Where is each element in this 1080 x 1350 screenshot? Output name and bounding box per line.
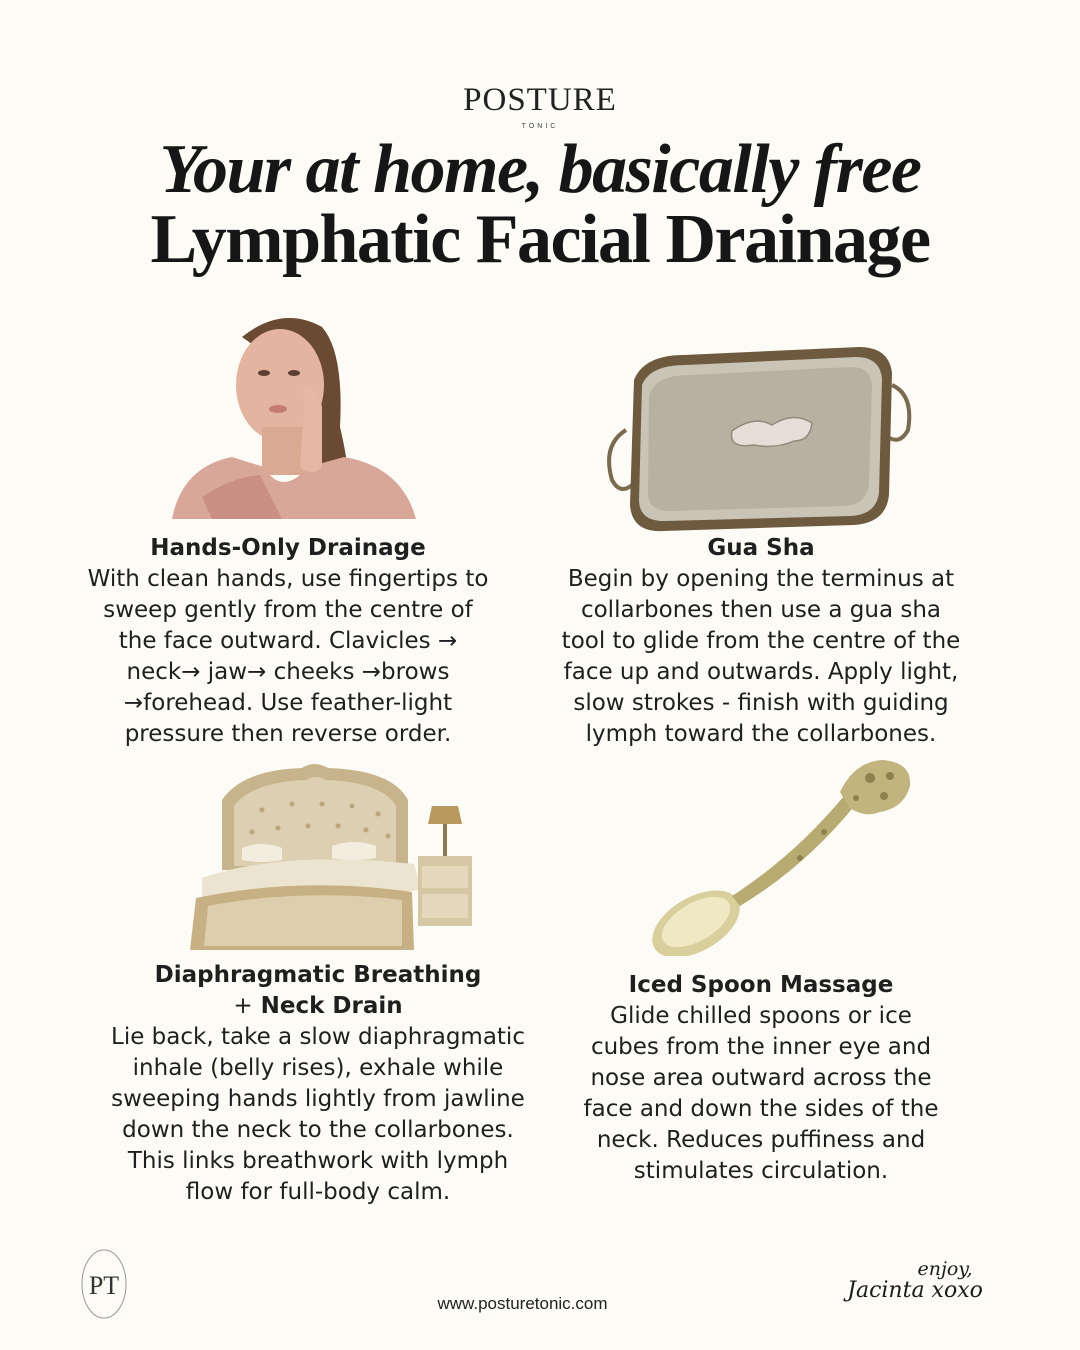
tip-line: stimulates circulation. bbox=[633, 1158, 889, 1184]
plus-sign: + bbox=[233, 993, 253, 1019]
tip-line: cubes from the inner eye and bbox=[590, 1034, 932, 1060]
website-link[interactable]: www.posturetonic.com bbox=[437, 1294, 608, 1313]
tip-line: neck. Reduces puffiness and bbox=[596, 1127, 926, 1153]
signoff-name: Jacinta xoxo bbox=[847, 1278, 983, 1303]
tip-gua-sha bbox=[530, 533, 992, 750]
tip-title: Gua Sha bbox=[707, 535, 815, 561]
tip-line: With clean hands, use fingertips to bbox=[87, 566, 489, 592]
tip-line: sweep gently from the centre of bbox=[103, 597, 473, 623]
tip-diaphragmatic-breathing bbox=[88, 960, 548, 1208]
tip-line: face and down the sides of the bbox=[583, 1096, 939, 1122]
monogram-text: PT bbox=[88, 1271, 120, 1300]
tip-line: This links breathwork with lymph bbox=[127, 1148, 509, 1174]
brand-logo bbox=[0, 82, 1080, 130]
tip-line: slow strokes - finish with guiding bbox=[573, 690, 949, 716]
tip-hands-only-drainage bbox=[58, 533, 518, 750]
tip-line: tool to glide from the centre of the bbox=[561, 628, 961, 654]
tip-line: collarbones then use a gua sha bbox=[580, 597, 942, 623]
signoff-enjoy: enjoy, bbox=[917, 1258, 973, 1280]
woman-touching-face-photo bbox=[172, 307, 416, 519]
tip-title-neck-drain: Neck Drain bbox=[260, 993, 403, 1019]
headline-line-1: Your at home, basically free bbox=[159, 131, 921, 208]
tip-line: Glide chilled spoons or ice bbox=[610, 1003, 912, 1029]
tip-line: face up and outwards. Apply light, bbox=[563, 659, 959, 685]
tip-line: the face outward. Clavicles → bbox=[118, 628, 458, 654]
silver-spoon-photo bbox=[644, 756, 920, 956]
tip-title: Iced Spoon Massage bbox=[628, 972, 894, 998]
tip-line: sweeping hands lightly from jawline bbox=[111, 1086, 525, 1112]
tip-title: Hands-Only Drainage bbox=[150, 535, 426, 561]
brand-name: POSTURE bbox=[463, 82, 617, 118]
tip-line: Begin by opening the terminus at bbox=[567, 566, 955, 592]
silver-tray-gua-sha-photo bbox=[604, 345, 914, 537]
tip-line: lymph toward the collarbones. bbox=[585, 721, 937, 747]
headline-line-2: Lymphatic Facial Drainage bbox=[150, 201, 930, 278]
tip-line: neck→ jaw→ cheeks →brows bbox=[126, 659, 450, 685]
tip-line: →forehead. Use feather-light bbox=[123, 690, 453, 716]
tip-line: flow for full-body calm. bbox=[185, 1179, 451, 1205]
tip-iced-spoon-massage bbox=[540, 970, 982, 1187]
signoff bbox=[820, 1258, 1010, 1303]
tip-line: down the neck to the collarbones. bbox=[122, 1117, 514, 1143]
brand-subtitle: TONIC bbox=[521, 123, 559, 130]
tip-line: nose area outward across the bbox=[590, 1065, 932, 1091]
tip-line: Lie back, take a slow diaphragmatic bbox=[111, 1024, 525, 1050]
tip-title: Diaphragmatic Breathing bbox=[154, 962, 482, 988]
tip-line: inhale (belly rises), exhale while bbox=[132, 1055, 504, 1081]
tip-title-line-2 bbox=[88, 991, 548, 1022]
tip-line: pressure then reverse order. bbox=[124, 721, 452, 747]
ornate-bed-photo bbox=[182, 760, 478, 950]
